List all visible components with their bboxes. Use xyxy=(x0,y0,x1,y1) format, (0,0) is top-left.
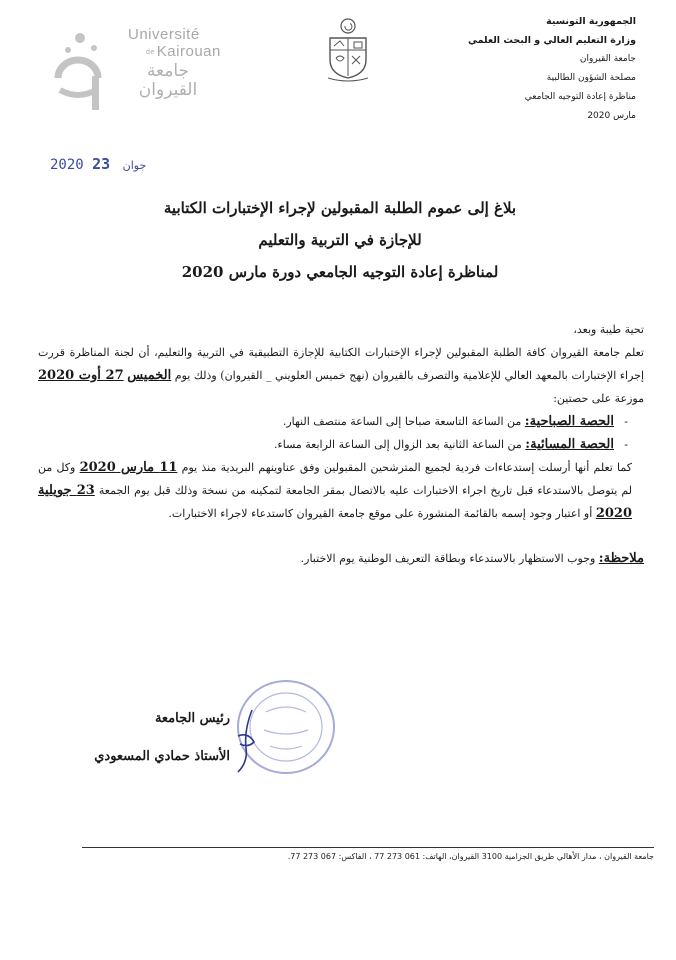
logo-text-arabic-line1: جامعة xyxy=(146,61,190,81)
logo-text-de: de xyxy=(146,48,155,56)
header-line-contest: مناظرة إعادة التوجيه الجامعي xyxy=(524,92,636,102)
logo-text-kairouan-word: Kairouan xyxy=(156,43,221,60)
footer-divider xyxy=(82,847,654,848)
title-line-1: بلاغ إلى عموم الطلبة المقبولين لإجراء الإختبارات الكتابية xyxy=(163,199,517,217)
logo-text-universite: Université xyxy=(128,26,200,43)
announcement-title xyxy=(140,192,540,288)
footer-address: جامعة القيروان ، مدار الأهالي طريق الجزامية 3100 القيروان، الهاتف: 061 273 77 ، الفاكس: 067 273 77. xyxy=(287,852,654,861)
signature-block xyxy=(60,700,230,776)
session-afternoon-text: من الساعة الثانية بعد الزوال إلى الساعة الرابعة مساء. xyxy=(274,438,522,451)
note-text: وجوب الاستظهار بالاستدعاء وبطاقة التعريف الوطنية يوم الاختبار. xyxy=(300,552,596,565)
session-morning-text: من الساعة التاسعة صباحا إلى الساعة منتصف النهار. xyxy=(282,415,522,428)
university-logo-mark-icon xyxy=(38,26,118,116)
paragraph-exam-location-text: تعلم جامعة القيروان كافة الطلبة المقبولين لإجراء الإختبارات الكتابية للإجازة التطبيقية في التربية والتعليم، أن لجنة المناظرة قررت إجراء الإختبارات بالمعهد العالي للإعلامية والتصرف بالقيروان (نهج خميس العلويني _ القيروان) وذلك يوم xyxy=(38,346,645,382)
paragraph-exam-location xyxy=(38,341,644,410)
logo-text-kairouan xyxy=(146,43,221,60)
header-line-ministry: وزارة التعليم العالي و البحث العلمي xyxy=(468,35,636,46)
logo-text-arabic-line2: القيروان xyxy=(138,80,198,100)
paragraph-convocations-a: كما تعلم أنها أرسلت إستدعاءات فردية لجميع المترشحين المقبولين وفق عناوينهم البريدية منذ يوم xyxy=(181,461,633,474)
university-logo xyxy=(38,26,238,126)
convocation-deadline-date: 23 جويلية 2020 xyxy=(38,483,632,521)
session-morning-label: الحصة الصباحية: xyxy=(524,414,614,429)
coat-of-arms-emblem xyxy=(322,16,374,82)
greeting: تحية طيبة وبعد، xyxy=(573,323,644,336)
date-stamp-year: 2020 xyxy=(50,157,84,173)
note-label: ملاحظة: xyxy=(598,551,644,566)
signatory-title: رئيس الجامعة xyxy=(154,711,230,726)
paragraph-convocations-c: أو اعتبار وجود إسمه بالقائمة المنشورة على موقع جامعة القيروان كاستدعاء لاجراء الاختبارات. xyxy=(168,507,593,520)
header-line-date: مارس 2020 xyxy=(587,111,636,121)
session-morning: -الحصة الصباحية: من الساعة التاسعة صباحا إلى الساعة منتصف النهار. xyxy=(282,414,628,429)
title-line-3: لمناظرة إعادة التوجيه الجامعي دورة مارس 2020 xyxy=(181,263,499,281)
ministry-header xyxy=(416,12,636,126)
signatory-name: الأستاذ حمادي المسعودي xyxy=(94,749,230,764)
announcement-body xyxy=(38,318,644,570)
date-stamp xyxy=(50,155,150,173)
header-line-university: جامعة القيروان xyxy=(579,54,636,64)
convocation-sent-date: 11 مارس 2020 xyxy=(79,460,178,475)
date-stamp-month: جوان xyxy=(122,159,147,172)
session-afternoon-label: الحصة المسائية: xyxy=(525,437,614,452)
title-line-2: للإجازة في التربية والتعليم xyxy=(258,231,422,249)
paragraph-exam-location-end: موزعة على حصتين: xyxy=(553,392,644,405)
paragraph-convocations-b: وكل من لم يتوصل بالاستدعاء قبل تاريخ اجراء الاختبارات عليه بالاتصال بمقر الجامعة لتمكينه من نسخة وذلك قبل يوم الجمعة xyxy=(38,461,633,497)
exam-date: 27 أوت 2020 xyxy=(38,368,124,383)
logo-text-arabic xyxy=(130,62,206,100)
session-afternoon: -الحصة المسائية: من الساعة الثانية بعد الزوال إلى الساعة الرابعة مساء. xyxy=(274,437,628,452)
paragraph-convocations xyxy=(38,456,644,525)
note xyxy=(38,547,644,570)
header-line-republic: الجمهورية التونسية xyxy=(546,16,636,27)
exam-day: الخميس xyxy=(127,368,172,383)
handwritten-signature xyxy=(224,706,264,776)
date-stamp-day: 23 xyxy=(92,155,111,173)
header-line-service: مصلحة الشؤون الطالبية xyxy=(546,73,636,83)
